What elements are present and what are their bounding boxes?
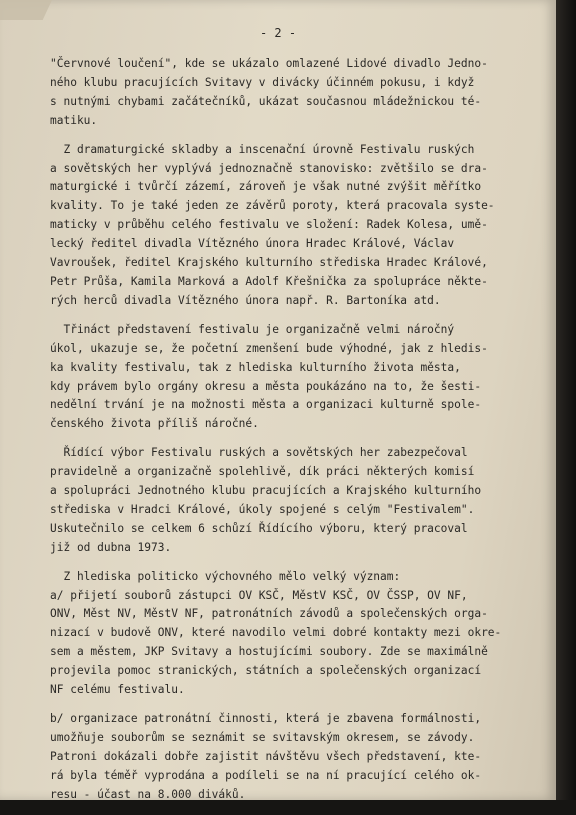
text-line: NF celému festivalu. [50,683,185,697]
text-line: pravidelně a organizačně spolehlivě, dík práci některých komisí [50,465,475,479]
text-line: rých herců divadla Vítězného února např. R. Bartoníka atd. [50,293,441,307]
text-line: ka kvality festivalu, tak z hlediska kulturního života města, [50,360,461,374]
text-line: Z dramaturgické skladby a inscenační úrovně Festivalu ruských [50,142,475,156]
text-line: Třináct představení festivalu je organizačně velmi náročný [50,322,455,336]
paragraph [50,55,520,131]
paragraph [50,710,520,805]
text-line: ného klubu pracujících Svitavy v divácky účinném pokusu, i když [50,75,475,89]
paragraph [50,321,520,434]
text-line: již od dubna 1973. [50,540,172,554]
text-line: Z hlediska politicko výchovného mělo velký význam: [50,569,401,583]
text-line: úkol, ukazuje se, že početní zmenšení bude výhodné, jak z hledis- [50,341,488,355]
text-line: resu - účast na 8.000 diváků. [50,787,246,801]
dark-background-edge [556,0,576,800]
text-line: Patroni dokázali dobře zajistit návštěvu všech představení, kte- [50,749,482,763]
text-line: střediska v Hradci Králové, úkoly spojené s celým "Festivalem". [50,502,475,516]
paragraph [50,141,520,311]
underlying-page-corner [0,0,52,20]
text-line: Petr Průša, Kamila Marková a Adolf Křešnička za spolupráce někte- [50,274,488,288]
text-line: sem a městem, JKP Svitavy a hostujícími soubory. Zde se maximálně [50,645,488,659]
text-line: matiku. [50,113,98,127]
text-line: a/ přijetí souborů zástupci OV KSČ, MěstV KSČ, OV ČSSP, OV NF, [50,588,468,602]
text-line: kdy právem bylo orgány okresu a města poukázáno na to, že šesti- [50,379,482,393]
text-line: s nutnými chybami začátečníků, ukázat současnou mládežnickou té- [50,94,482,108]
text-line: a sovětských her vyplývá jednoznačně stanovisko: zvětšilo se dra- [50,161,488,175]
document-body [50,55,520,815]
page-number: - 2 - [259,26,297,40]
text-line: a spolupráci Jednotného klubu pracujících a Krajského kulturního [50,484,482,498]
text-line: projevila pomoc stranických, státních a společenských organizací [50,664,482,678]
text-line: nizací v budově ONV, které navodilo velmi dobré kontakty mezi okre- [50,626,502,640]
text-line: ONV, Měst NV, MěstV NF, patronátních závodů a společenských orga- [50,607,488,621]
text-line: nedělní trvání je na možnosti města a organizaci kulturně spole- [50,398,482,412]
text-line: rá byla téměř vyprodána a podíleli se na ní pracující celého ok- [50,768,482,782]
paragraph [50,444,520,557]
text-line: maturgické i tvůrčí zázemí, zároveň je však nutné zvýšit měřítko [50,180,482,194]
text-line: Vavroušek, ředitel Krajského kulturního střediska Hradec Králové, [50,256,488,270]
text-line: "Červnové loučení", kde se ukázalo omlazené Lidové divadlo Jedno- [50,57,488,70]
text-line: maticky v průběhu celého festivalu ve složení: Radek Kolesa, umě- [50,218,488,232]
text-line: kvality. To je také jeden ze závěrů poroty, která pracovala syste- [50,199,495,213]
text-line: Uskutečnilo se celkem 6 schůzí Řídícího výboru, který pracoval [50,521,468,535]
text-line: umožňuje souborům se seznámit se svitavským okresem, se závody. [50,730,475,744]
text-line: lecký ředitel divadla Vítězného února Hradec Králové, Václav [50,237,455,251]
paragraph [50,568,520,700]
text-line: b/ organizace patronátní činnosti, která je zbavena formálnosti, [50,712,482,725]
text-line: Řídící výbor Festivalu ruských a sovětských her zabezpečoval [50,446,468,460]
text-line: čenského života příliš náročné. [50,417,259,431]
